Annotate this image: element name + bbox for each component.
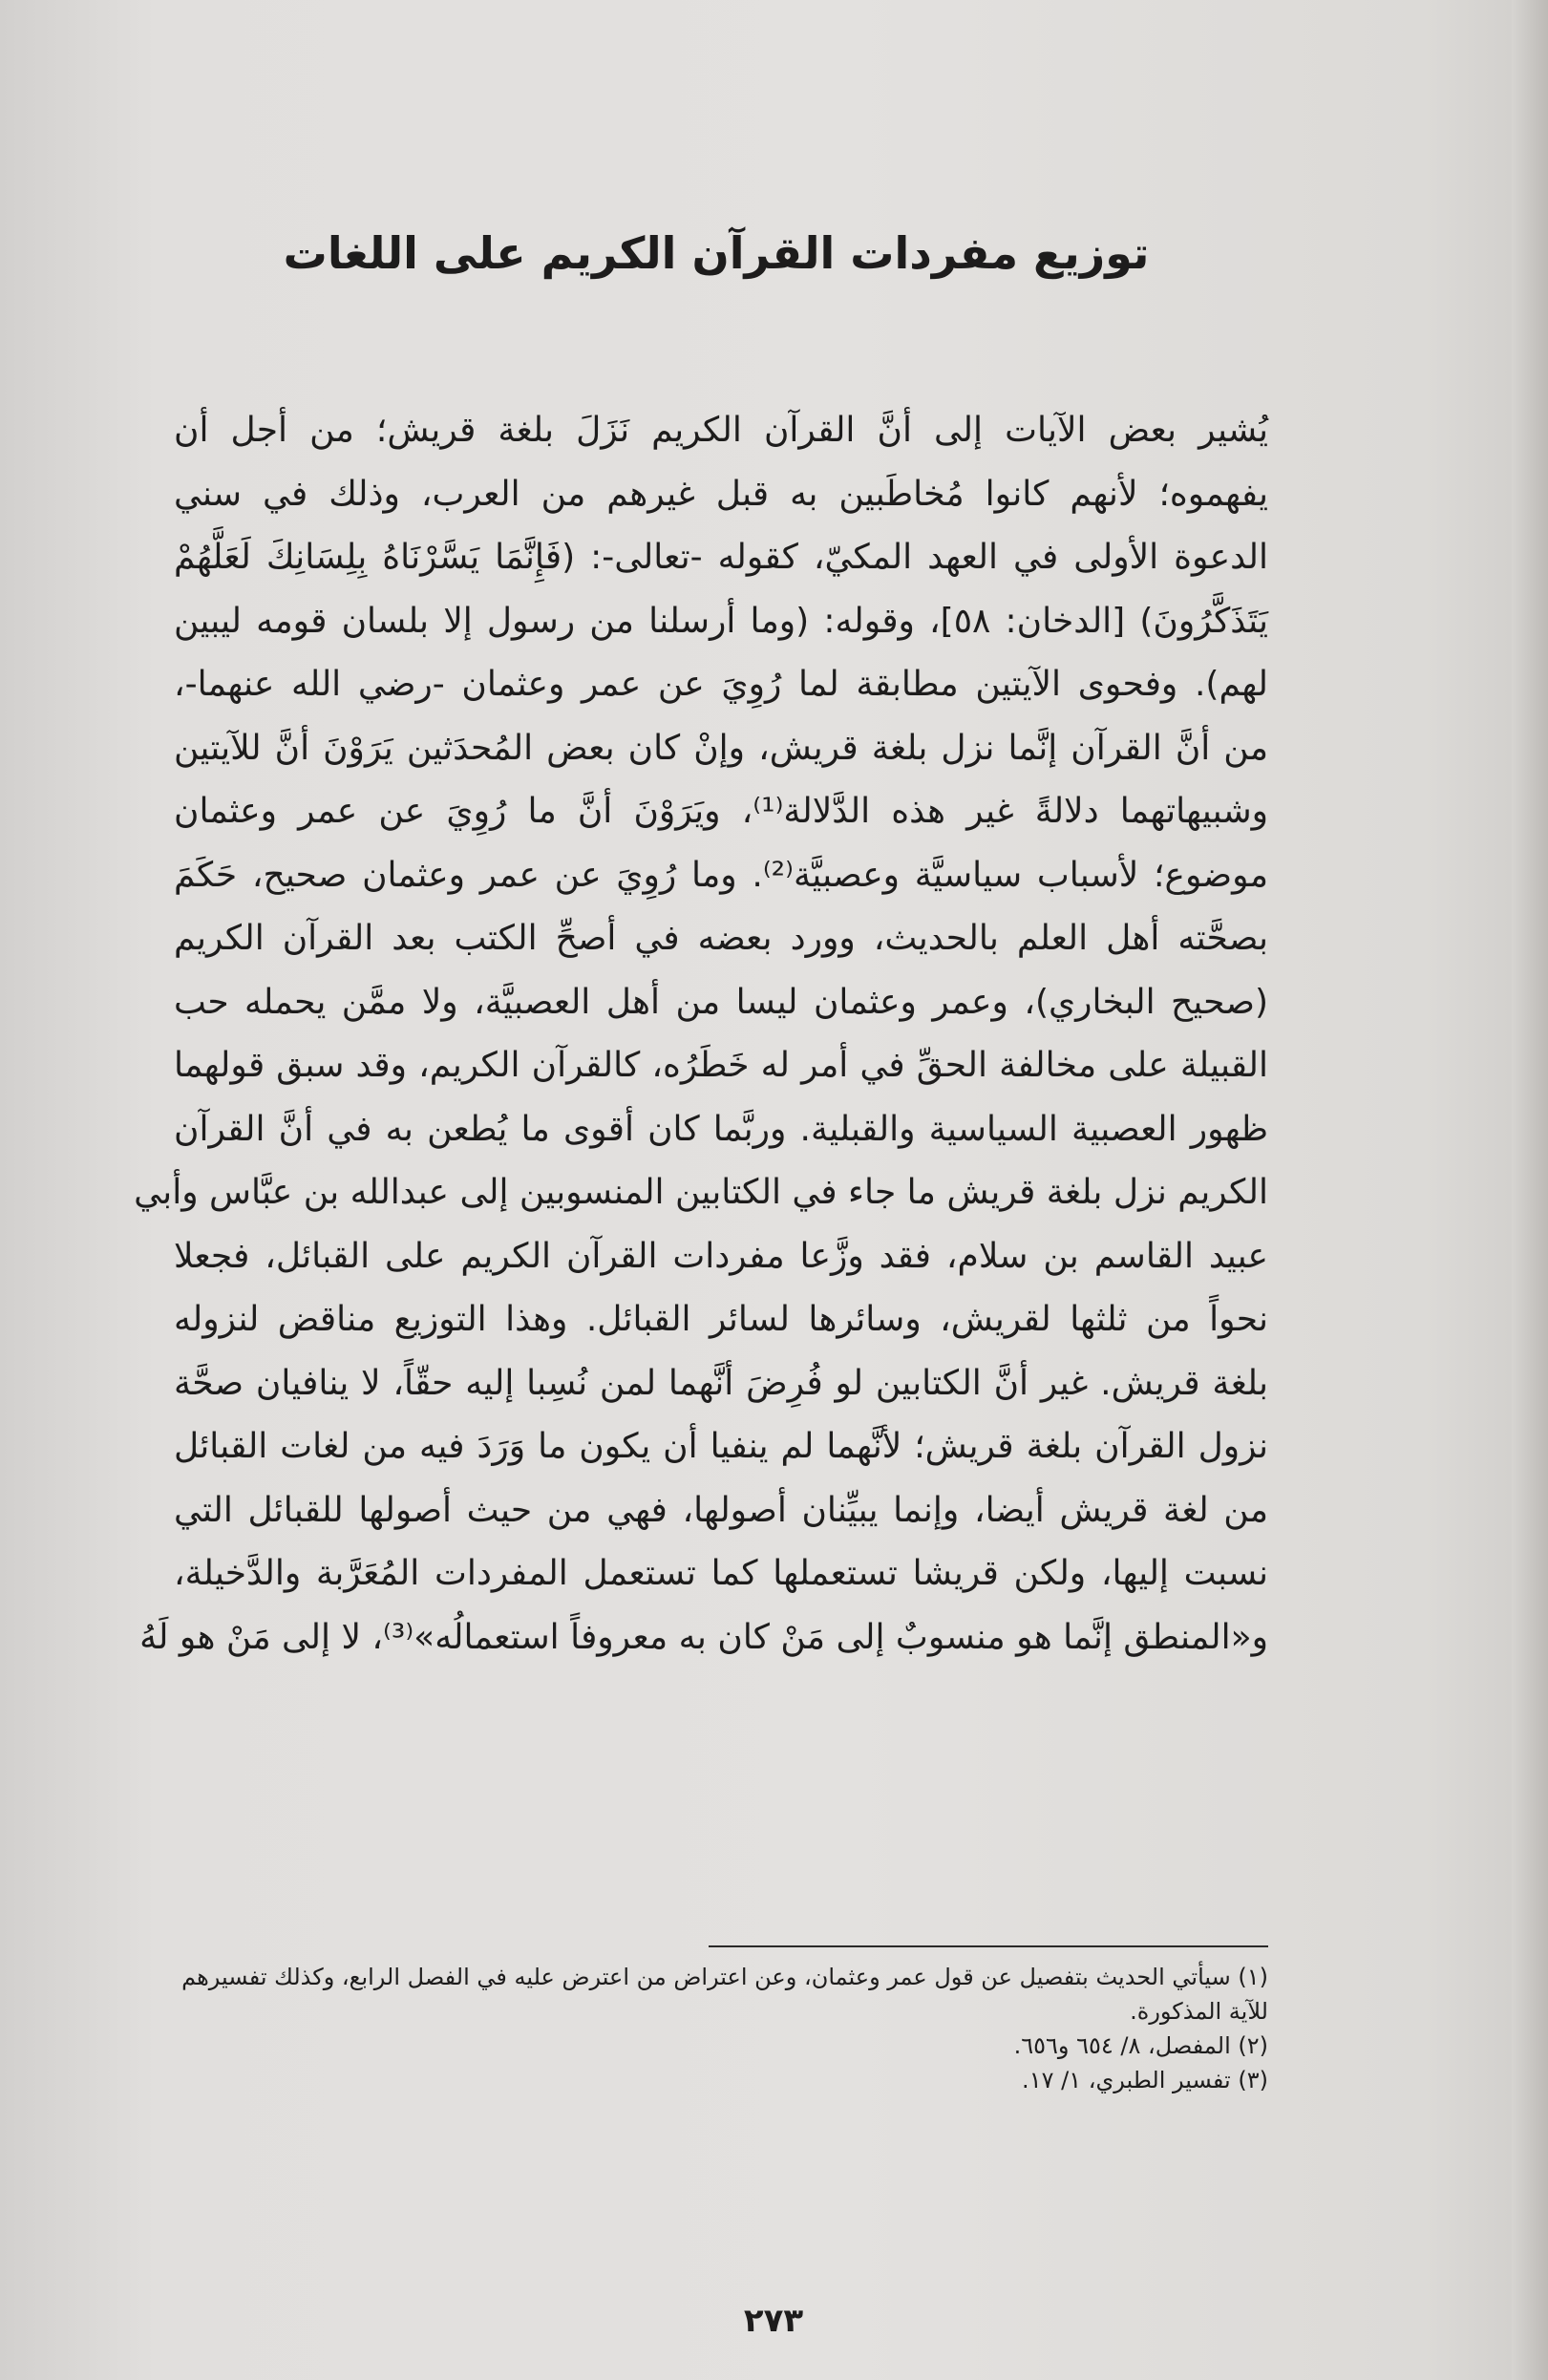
body-line: وشبيهاتهما دلالةً غير هذه الدَّلالة⁽¹⁾، ويَرَوْنَ أنَّ ما رُوِيَ عن عمر وعثمان [174,792,1268,831]
body-line: بصحَّته أهل العلم بالحديث، وورد بعضه في أصحِّ الكتب بعد القرآن الكريم [174,919,1268,958]
footnote-continuation: للآية المذكورة. [1130,1998,1268,2025]
body-line: يفهموه؛ لأنهم كانوا مُخاطَبين به قبل غيرهم من العرب، وذلك في سني [174,474,1268,514]
body-line: لهم). وفحوى الآيتين مطابقة لما رُوِيَ عن عمر وعثمان -رضي الله عنهما-، [174,665,1268,704]
body-line: يَتَذَكَّرُونَ) [الدخان: ٥٨]، وقوله: (وما أرسلنا من رسول إلا بلسان قومه ليبين [174,601,1268,641]
body-line: من أنَّ القرآن إنَّما نزل بلغة قريش، وإنْ كان بعض المُحدَثين يَرَوْنَ أنَّ للآيتين [174,728,1268,768]
footnote: (٢) المفصل، ٨/ ٦٥٤ و٦٥٦. [1013,2032,1268,2059]
body-line: نزول القرآن بلغة قريش؛ لأنَّهما لم ينفيا أن يكون ما وَرَدَ فيه من لغات القبائل [174,1427,1268,1466]
body-line: نسبت إليها، ولكن قريشا تستعملها كما تستعمل المفردات المُعَرَّبة والدَّخيلة، [174,1554,1268,1593]
body-line: الكريم نزل بلغة قريش ما جاء في الكتابين المنسوبين إلى عبدالله بن عبَّاس وأبي [134,1173,1268,1212]
body-line: عبيد القاسم بن سلام، فقد وزَّعا مفردات القرآن الكريم على القبائل، فجعلا [174,1236,1268,1276]
page-gutter-edge [1512,0,1548,2380]
body-line: بلغة قريش. غير أنَّ الكتابين لو فُرِضَ أنَّهما لمن نُسِبا إليه حقّاً، لا ينافيان صحَّة [174,1363,1268,1403]
footnote: (٣) تفسير الطبري، ١/ ١٧. [1022,2067,1268,2093]
footnote: (١) سيأتي الحديث بتفصيل عن قول عمر وعثمان، وعن اعتراض من اعترض عليه في الفصل الرابع، وكذلك تفسيرهم [181,1964,1268,1990]
page-title: توزيع مفردات القرآن الكريم على اللغات [283,227,1150,279]
page-number: ٢٧٣ [743,2302,804,2340]
footnote-divider [709,1945,1268,1947]
body-line: (صحيح البخاري)، وعمر وعثمان ليسا من أهل العصبيَّة، ولا ممَّن يحمله حب [174,982,1268,1022]
body-line: القبيلة على مخالفة الحقِّ في أمر له خَطَرُه، كالقرآن الكريم، وقد سبق قولهما [174,1046,1268,1085]
footnotes [174,1960,1268,2097]
body-line: نحواً من ثلثها لقريش، وسائرها لسائر القبائل. وهذا التوزيع مناقض لنزوله [174,1300,1268,1339]
body-line: من لغة قريش أيضا، وإنما يبيِّنان أصولها، فهي من حيث أصولها للقبائل التي [174,1490,1268,1530]
body-text [134,399,1268,1669]
body-line: ظهور العصبية السياسية والقبلية. وربَّما كان أقوى ما يُطعن به في أنَّ القرآن [174,1109,1268,1149]
body-line: و«المنطق إنَّما هو منسوبٌ إلى مَنْ كان به معروفاً استعمالُه»⁽³⁾، لا إلى مَنْ هو لَهُ [139,1617,1268,1657]
body-line: موضوع؛ لأسباب سياسيَّة وعصبيَّة⁽²⁾. وما رُوِيَ عن عمر وعثمان صحيح، حَكَمَ [174,855,1268,895]
body-line: الدعوة الأولى في العهد المكيّ، كقوله -تعالى-: (فَإِنَّمَا يَسَّرْنَاهُ بِلِسَانِكَ لَعَلَّهُمْ [174,538,1268,577]
body-line: يُشير بعض الآيات إلى أنَّ القرآن الكريم نَزَلَ بلغة قريش؛ من أجل أن [174,411,1268,450]
